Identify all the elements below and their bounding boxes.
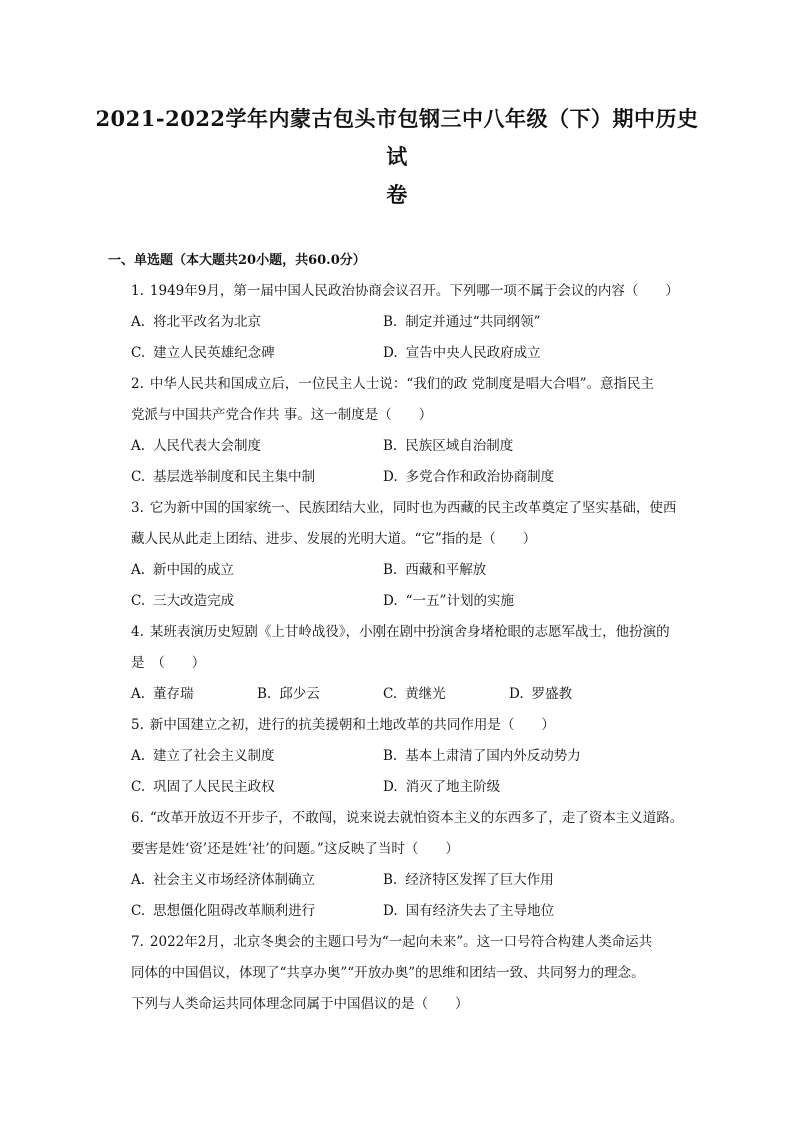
option-text: 罗盛教 (531, 686, 573, 702)
option-row (131, 462, 697, 493)
option-c (131, 338, 383, 369)
option-text: 巩固了人民民主政权 (153, 779, 275, 795)
option-b (383, 865, 635, 896)
option-a (131, 741, 383, 772)
question-stem-line (131, 493, 697, 524)
question-stem-line (131, 369, 697, 400)
option-letter: D. (383, 593, 398, 609)
question-stem-line (131, 803, 697, 834)
option-text: 多党合作和政治协商制度 (405, 469, 555, 485)
option-row (131, 896, 697, 927)
option-row (131, 865, 697, 896)
option-letter: C. (131, 469, 146, 485)
option-text: 三大改造完成 (153, 593, 235, 609)
question-number: 5. (131, 717, 144, 733)
option-text: 经济特区发挥了巨大作用 (405, 872, 554, 888)
option-letter: D. (509, 686, 524, 702)
question-stem-text: 1949年9月，第一届中国人民政治协商会议召开。下列哪一项不属于会议的内容（ ） (149, 283, 679, 299)
option-c (131, 462, 383, 493)
question-stem-text: 它为新中国的国家统一、民族团结大业，同时也为西藏的民主改革奠定了坚实基础，使西 (149, 500, 677, 516)
question-2 (131, 369, 697, 493)
option-b (383, 431, 635, 462)
option-b (383, 555, 635, 586)
option-row (131, 586, 697, 617)
question-7 (131, 927, 697, 1020)
option-letter: C. (131, 345, 146, 361)
exam-title (90, 100, 704, 214)
question-stem-line (131, 648, 697, 679)
option-text: 人民代表大会制度 (153, 438, 262, 454)
option-letter: B. (383, 872, 398, 888)
question-stem-line (131, 617, 697, 648)
option-letter: D. (383, 345, 398, 361)
option-row (131, 555, 697, 586)
option-text: 黄继光 (405, 686, 446, 702)
question-stem-text: “改革开放迈不开步子，不敢闯，说来说去就怕资本主义的东西多了，走了资本主义道路。 (149, 810, 684, 826)
option-row (131, 741, 697, 772)
option-a (131, 431, 383, 462)
question-5 (131, 710, 697, 803)
option-letter: A. (131, 872, 146, 888)
option-text: 邱少云 (279, 686, 320, 702)
option-b (383, 741, 635, 772)
option-d (383, 586, 635, 617)
option-a (131, 679, 257, 710)
option-text: 将北平改名为北京 (153, 314, 262, 330)
option-letter: B. (383, 314, 398, 330)
option-row (131, 772, 697, 803)
option-letter: A. (131, 438, 146, 454)
option-text: 社会主义市场经济体制确立 (153, 872, 316, 888)
option-a (131, 307, 383, 338)
question-stem-text: 藏人民从此走上团结、进步、发展的光明大道。“它”指的是（ ） (131, 531, 537, 547)
option-row (131, 307, 697, 338)
option-text: 建立了社会主义制度 (153, 748, 275, 764)
question-number: 2. (131, 376, 144, 392)
question-4 (131, 617, 697, 710)
question-number: 3. (131, 500, 144, 516)
option-letter: A. (131, 686, 146, 702)
question-stem-text: 下列与人类命运共同体理念同属于中国倡议的是（ ） (131, 996, 469, 1012)
question-stem-text: 中华人民共和国成立后，一位民主人士说：“我们的政 党制度是唱大合唱”。意指民主 (149, 376, 654, 392)
option-text: 基层选举制度和民主集中制 (153, 469, 316, 485)
question-number: 7. (131, 934, 144, 950)
question-stem-line (131, 834, 697, 865)
question-stem-text: 要害是姓‘资’还是姓‘社’的问题。”这反映了当时（ ） (131, 841, 459, 857)
option-text: 消灭了地主阶级 (405, 779, 501, 795)
option-letter: A. (131, 314, 146, 330)
option-b (383, 307, 635, 338)
option-text: 宣告中央人民政府成立 (405, 345, 541, 361)
question-stem-text: 同体的中国倡议，体现了“共享办奥”“开放办奥”的思维和团结一致、共同努力的理念。 (131, 965, 645, 981)
question-stem-line (131, 927, 697, 958)
option-a (131, 865, 383, 896)
option-letter: C. (383, 686, 398, 702)
option-d (383, 896, 635, 927)
option-d (383, 462, 635, 493)
option-letter: C. (131, 779, 146, 795)
question-number: 1. (131, 283, 144, 299)
option-letter: C. (131, 903, 146, 919)
option-c (131, 896, 383, 927)
option-a (131, 555, 383, 586)
option-c (131, 586, 383, 617)
option-text: 民族区域自治制度 (405, 438, 514, 454)
option-row (131, 338, 697, 369)
option-letter: B. (383, 438, 398, 454)
title-line-1: 2021-2022学年内蒙古包头市包钢三中八年级（下）期中历史试 (95, 106, 699, 169)
option-text: 制定并通过“共同纲领” (405, 314, 541, 330)
section-heading: 一、单选题（本大题共20小题，共60.0分） (108, 253, 366, 268)
option-text: 建立人民英雄纪念碑 (153, 345, 275, 361)
option-d (383, 772, 635, 803)
option-c (383, 679, 509, 710)
question-6 (131, 803, 697, 927)
option-text: 国有经济失去了主导地位 (405, 903, 555, 919)
question-stem-line (131, 989, 697, 1020)
option-c (131, 772, 383, 803)
option-letter: D. (383, 903, 398, 919)
question-stem-line (131, 958, 697, 989)
option-letter: B. (383, 562, 398, 578)
question-stem-line (131, 710, 697, 741)
question-number: 6. (131, 810, 144, 826)
option-d (383, 338, 635, 369)
option-letter: B. (257, 686, 272, 702)
question-stem-text: 2022年2月，北京冬奥会的主题口号为“一起向未来”。这一口号符合构建人类命运共 (149, 934, 653, 950)
option-row (131, 431, 697, 462)
option-text: 新中国的成立 (153, 562, 235, 578)
question-stem-line (131, 276, 697, 307)
option-row (131, 679, 697, 710)
question-stem-text: 新中国建立之初，进行的抗美援朝和土地改革的共同作用是（ ） (149, 717, 555, 733)
option-d (509, 679, 635, 710)
title-line-2: 卷 (386, 182, 408, 207)
option-b (257, 679, 383, 710)
question-stem-text: 党派与中国共产党合作共 事。这一制度是（ ） (131, 407, 433, 423)
question-stem-line (131, 524, 697, 555)
option-text: 西藏和平解放 (405, 562, 487, 578)
option-letter: C. (131, 593, 146, 609)
option-text: 董存瑞 (153, 686, 194, 702)
option-text: 基本上肃清了国内外反动势力 (405, 748, 581, 764)
option-letter: D. (383, 779, 398, 795)
option-letter: B. (383, 748, 398, 764)
option-text: “一五”计划的实施 (405, 593, 514, 609)
option-letter: D. (383, 469, 398, 485)
question-list (131, 276, 697, 1020)
option-letter: A. (131, 562, 146, 578)
question-1 (131, 276, 697, 369)
question-stem-text: 是 （ ） (131, 655, 206, 671)
question-number: 4. (131, 624, 144, 640)
question-stem-text: 某班表演历史短剧《上甘岭战役》，小刚在剧中扮演舍身堵枪眼的志愿军战士，他扮演的 (149, 624, 670, 640)
option-letter: A. (131, 748, 146, 764)
option-text: 思想僵化阻碍改革顺利进行 (153, 903, 316, 919)
question-3 (131, 493, 697, 617)
question-stem-line (131, 400, 697, 431)
